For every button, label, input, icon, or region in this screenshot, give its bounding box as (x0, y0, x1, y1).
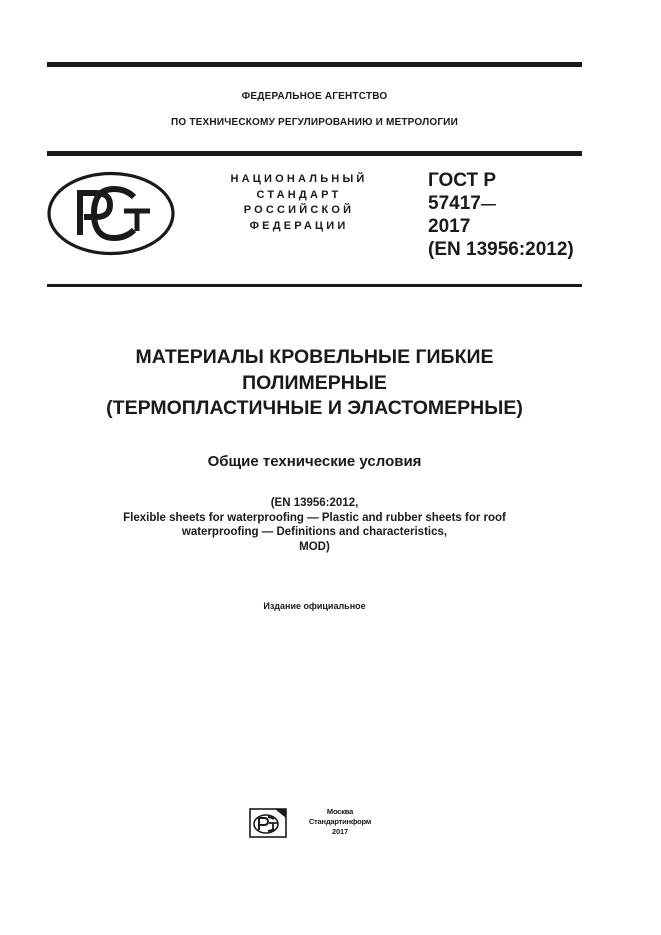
intl-ref-line3: waterproofing — Definitions and characteristics, (181, 526, 448, 538)
publisher-name: Стандартинформ (308, 817, 372, 826)
designation-prefix: ГОСТ Р (428, 170, 497, 191)
publisher-logo-icon (249, 806, 287, 838)
title-line2: ПОЛИМЕРНЫЕ (242, 371, 387, 394)
agency-name-line2: ПО ТЕХНИЧЕСКОМУ РЕГУЛИРОВАНИЮ И МЕТРОЛОГИИ (171, 117, 458, 128)
national-standard-label (208, 172, 390, 234)
agency-name-line1: ФЕДЕРАЛЬНОЕ АГЕНТСТВО (241, 91, 388, 102)
designation-number: 57417 (428, 192, 481, 214)
national-standard-line3: РОССИЙСКОЙ (243, 204, 355, 216)
publisher-city: Москва (326, 807, 354, 816)
national-standard-line1: НАЦИОНАЛЬНЫЙ (230, 173, 368, 185)
title-line3: (ТЕРМОПЛАСТИЧНЫЕ И ЭЛАСТОМЕРНЫЕ) (106, 397, 523, 419)
standard-designation (428, 170, 574, 261)
intl-ref-line4: MOD) (299, 540, 330, 553)
header-rule (47, 151, 582, 156)
designation-dash: — (480, 195, 496, 213)
intl-ref-line2: Flexible sheets for waterproofing — Plastic and rubber sheets for roof (123, 511, 506, 524)
rst-certification-logo-icon (46, 171, 176, 256)
national-standard-line4: ФЕДЕРАЦИИ (249, 219, 349, 232)
national-standard-line2: СТАНДАРТ (256, 188, 342, 201)
international-reference (47, 496, 582, 554)
edition-label: Издание официальное (263, 601, 366, 611)
designation-year: 2017 (428, 216, 471, 237)
publisher-block (294, 807, 386, 837)
title-line1: МАТЕРИАЛЫ КРОВЕЛЬНЫЕ ГИБКИЕ (135, 346, 494, 368)
top-rule (47, 62, 582, 67)
designation-rule (47, 284, 582, 287)
document-subtitle: Общие технические условия (207, 453, 422, 470)
intl-ref-line1: (EN 13956:2012, (270, 497, 359, 509)
publisher-year: 2017 (332, 827, 348, 836)
designation-equivalent: (EN 13956:2012) (428, 238, 574, 260)
document-title (47, 345, 582, 422)
